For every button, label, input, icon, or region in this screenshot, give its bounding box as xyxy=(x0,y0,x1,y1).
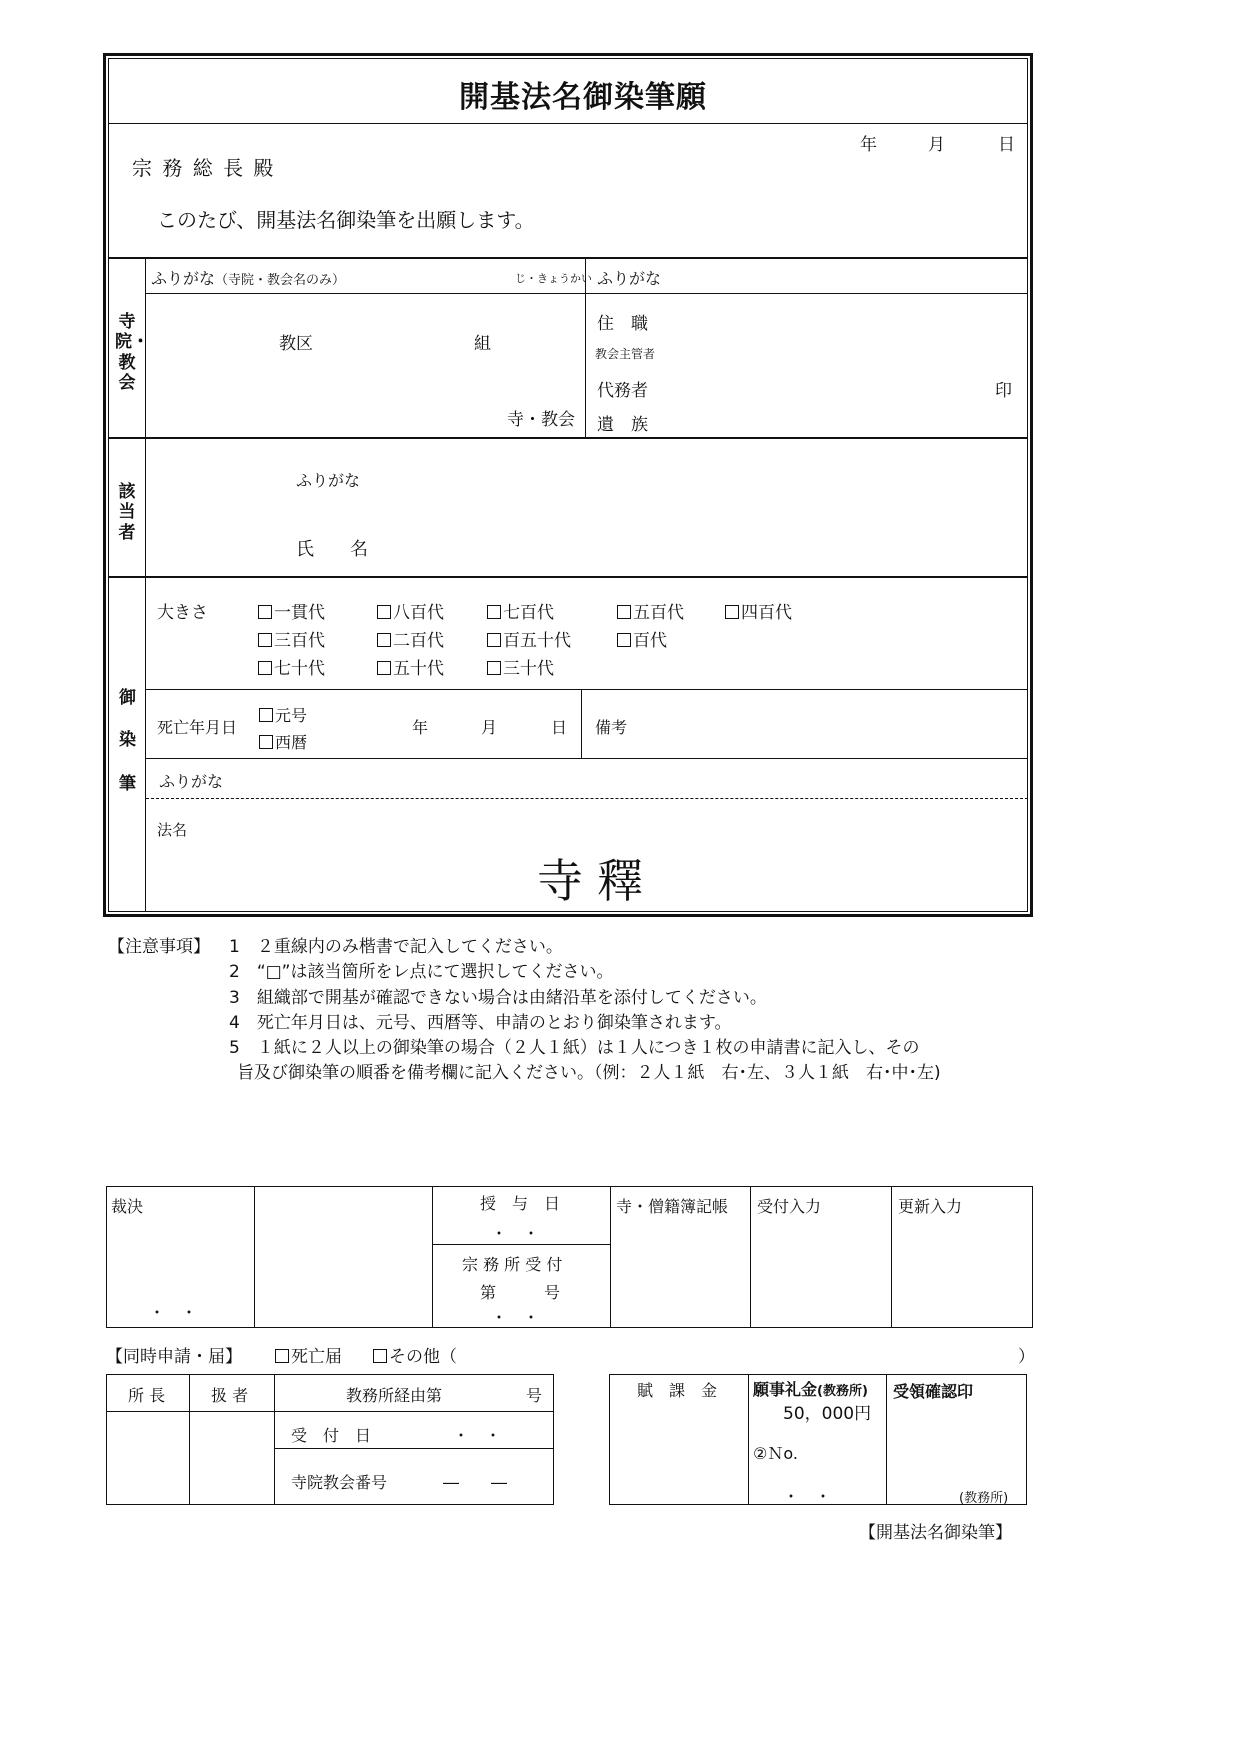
dharma-furigana-dashed xyxy=(146,798,1028,799)
death-notice-option[interactable]: 死亡届 xyxy=(275,1342,342,1367)
checkbox-icon[interactable] xyxy=(259,708,273,722)
other-option[interactable]: その他（ xyxy=(373,1342,457,1367)
role-resident-priest: 住 職 xyxy=(597,314,648,334)
checkbox-icon[interactable] xyxy=(259,735,273,749)
role-bereaved: 遺 族 xyxy=(597,415,648,435)
note-item: 2 “□”は該当箇所をレ点にて選択してください。 xyxy=(229,962,614,982)
role-church-manager: 教会主管者 xyxy=(595,347,656,361)
label-column-divider xyxy=(145,258,146,912)
temple-furigana-text: ふりがな xyxy=(151,269,216,288)
gift-note: (教務所) xyxy=(817,1384,868,1399)
note-item-continued: 旨及び御染筆の順番を備考欄に記入ください。（例：２人１紙 右･左、３人１紙 右･中･左) xyxy=(237,1063,941,1083)
other-close-paren: ） xyxy=(1018,1347,1035,1367)
size-option[interactable]: 五十代 xyxy=(377,654,444,679)
dharma-furigana-label: ふりがな xyxy=(159,772,224,791)
bottom-right-col-divider xyxy=(748,1374,749,1505)
note-item: 5 １紙に２人以上の御染筆の場合（２人１紙）は１人につき１枚の申請書に記入し、その xyxy=(229,1038,920,1058)
note-item: 3 組織部で開基が確認できない場合は由緒沿革を添付してください。 xyxy=(229,988,767,1008)
calligraphy-side-label-2: 染 xyxy=(119,730,136,750)
office-note: (教務所) xyxy=(959,1491,1009,1506)
subject-side-label: 該当者 xyxy=(118,482,136,543)
receipt-date-label: 受 付 日 xyxy=(291,1426,372,1445)
grant-date-label: 授 与 日 xyxy=(480,1194,561,1213)
date-year: 年 xyxy=(860,135,877,155)
size-option[interactable]: 三十代 xyxy=(487,654,554,679)
checkbox-icon[interactable] xyxy=(258,661,272,675)
reception-label: 宗 務 所 受 付 xyxy=(462,1255,563,1274)
death-year: 年 xyxy=(412,718,429,737)
death-month: 月 xyxy=(481,718,498,737)
decision-label: 裁決 xyxy=(111,1197,144,1216)
gift-label: 願事礼金(教務所) xyxy=(753,1380,868,1399)
group-label: 組 xyxy=(474,334,491,354)
receipt-date-dots: ・ ・ xyxy=(453,1426,502,1445)
bottom-left-col-divider xyxy=(189,1374,190,1505)
checkbox-icon[interactable] xyxy=(377,633,391,647)
reception-dots: ・ ・ xyxy=(491,1308,540,1327)
temple-section-divider xyxy=(108,437,1028,439)
district-label: 教区 xyxy=(279,334,313,354)
office-col-divider xyxy=(750,1186,751,1328)
issue-label: 号 xyxy=(526,1386,543,1405)
bottom-left-row-divider xyxy=(274,1448,554,1449)
form-title: 開基法名御染筆願 xyxy=(459,80,707,115)
office-col-divider xyxy=(891,1186,892,1328)
temple-furigana-hint: じ・きょうかい xyxy=(515,272,592,285)
office-col-divider xyxy=(254,1186,255,1328)
simultaneous-heading: 【同時申請・届】 xyxy=(106,1347,242,1367)
via-label: 教務所経由第 xyxy=(346,1386,443,1405)
size-row-divider xyxy=(146,689,1028,690)
size-option[interactable]: 百代 xyxy=(617,626,667,651)
receipt-dots: ・ ・ xyxy=(783,1487,832,1506)
size-option[interactable]: 七百代 xyxy=(487,598,554,623)
note-item: 4 死亡年月日は、元号、西暦等、申請のとおり御染筆されます。 xyxy=(229,1013,732,1033)
checkbox-icon[interactable] xyxy=(725,605,739,619)
temple-side-label: 寺院・教会 xyxy=(115,312,149,394)
input-label: 受付入力 xyxy=(757,1197,822,1216)
footer-tag: 【開基法名御染筆】 xyxy=(859,1523,1012,1543)
bottom-left-col-divider xyxy=(274,1374,275,1505)
checkbox-icon[interactable] xyxy=(258,605,272,619)
notes-heading: 【注意事項】 xyxy=(108,937,210,957)
subject-furigana-label: ふりがな xyxy=(296,471,361,490)
temple-furigana-right: ふりがな xyxy=(597,269,662,288)
chief-label: 所 長 xyxy=(128,1386,166,1405)
calligraphy-side-label-1: 御 xyxy=(119,688,136,708)
checkbox-icon[interactable] xyxy=(275,1349,289,1363)
era-option-gengo[interactable]: 元号 xyxy=(259,703,307,726)
size-option[interactable]: 四百代 xyxy=(725,598,792,623)
checkbox-icon[interactable] xyxy=(487,605,501,619)
checkbox-icon[interactable] xyxy=(377,605,391,619)
size-option[interactable]: 百五十代 xyxy=(487,626,571,651)
death-row-divider xyxy=(146,758,1028,759)
remarks-divider xyxy=(581,690,582,758)
grant-date-divider xyxy=(432,1244,610,1245)
remarks-label: 備考 xyxy=(595,718,628,737)
request-sentence: このたび、開基法名御染筆を出願します。 xyxy=(157,208,535,232)
handler-label: 扱 者 xyxy=(211,1386,249,1405)
bottom-right-col-divider xyxy=(886,1374,887,1505)
checkbox-icon[interactable] xyxy=(487,661,501,675)
seal-label: 印 xyxy=(995,381,1012,401)
receipt-number: ②Ｎo. xyxy=(753,1444,798,1463)
size-option[interactable]: 八百代 xyxy=(377,598,444,623)
size-option[interactable]: 五百代 xyxy=(617,598,684,623)
size-label: 大きさ xyxy=(157,603,208,623)
checkbox-icon[interactable] xyxy=(617,605,631,619)
registry-label: 寺・僧籍簿記帳 xyxy=(616,1197,729,1216)
role-acting-priest: 代務者 xyxy=(597,381,648,401)
temple-suffix: 寺・教会 xyxy=(507,410,575,430)
decision-date-dots: ・ ・ xyxy=(149,1303,198,1322)
update-label: 更新入力 xyxy=(898,1197,963,1216)
temple-furigana-note: （寺院・教会名のみ） xyxy=(215,273,346,288)
confirm-label: 受領確認印 xyxy=(893,1382,974,1401)
checkbox-icon[interactable] xyxy=(377,661,391,675)
date-day: 日 xyxy=(998,135,1015,155)
title-divider xyxy=(108,123,1028,124)
size-option[interactable]: 三百代 xyxy=(258,626,325,651)
date-month: 月 xyxy=(928,135,945,155)
checkbox-icon[interactable] xyxy=(487,633,501,647)
office-col-divider xyxy=(610,1186,611,1328)
size-option[interactable]: 一貫代 xyxy=(258,598,325,623)
checkbox-icon[interactable] xyxy=(258,633,272,647)
gift-amount: 50，000円 xyxy=(783,1404,872,1424)
temple-number-label: 寺院教会番号 xyxy=(291,1473,388,1492)
checkbox-icon[interactable] xyxy=(617,633,631,647)
subject-section-divider xyxy=(108,576,1028,578)
office-table xyxy=(106,1186,1033,1328)
dharma-prefix-shaku: 釋 xyxy=(597,854,643,908)
temple-number-dash: ― ― xyxy=(443,1473,508,1492)
office-col-divider xyxy=(432,1186,433,1328)
size-option[interactable]: 七十代 xyxy=(258,654,325,679)
temple-furigana-divider xyxy=(146,293,1028,294)
main-frame-inner xyxy=(108,58,1028,912)
death-date-label: 死亡年月日 xyxy=(157,718,238,737)
fee-label: 賦 課 金 xyxy=(637,1381,718,1400)
note-item: 1 ２重線内のみ楷書で記入してください。 xyxy=(229,937,563,957)
death-day: 日 xyxy=(551,718,568,737)
era-option-western[interactable]: 西暦 xyxy=(259,730,307,753)
grant-date-dots: ・ ・ xyxy=(491,1224,540,1243)
size-option[interactable]: 二百代 xyxy=(377,626,444,651)
bottom-left-header-divider xyxy=(106,1411,554,1412)
dharma-prefix-temple: 寺 xyxy=(537,854,583,908)
addressee: 宗 務 総 長 殿 xyxy=(132,156,276,180)
subject-name-label: 氏 名 xyxy=(296,539,368,560)
dharma-name-label: 法名 xyxy=(157,821,188,839)
header-divider xyxy=(108,257,1028,259)
checkbox-icon[interactable] xyxy=(373,1349,387,1363)
reception-number: 第 号 xyxy=(480,1283,561,1302)
calligraphy-side-label-3: 筆 xyxy=(119,774,136,794)
temple-furigana-label xyxy=(151,266,345,289)
